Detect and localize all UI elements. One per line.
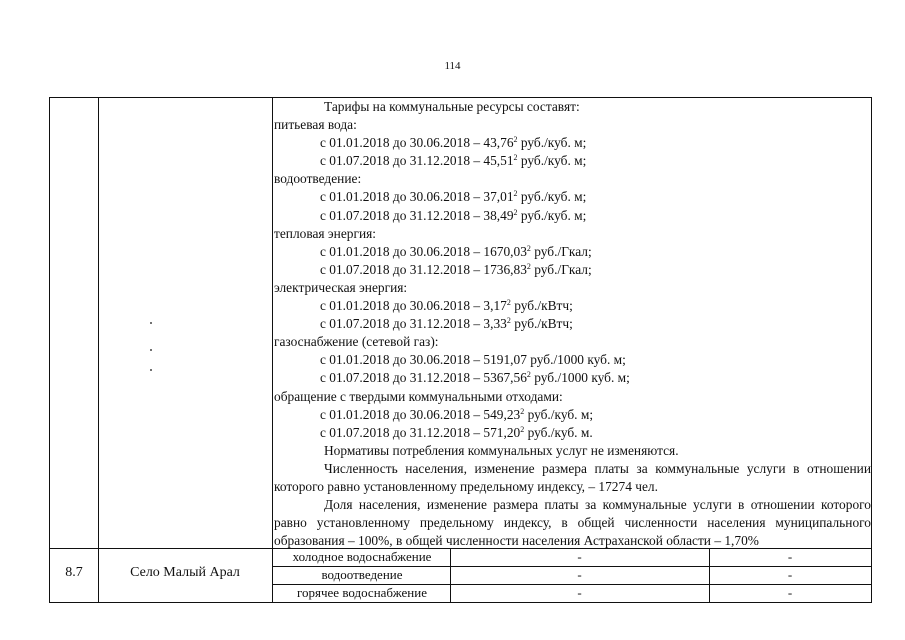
tariff-line: с 01.01.2018 до 30.06.2018 – 37,01$^2$ руб./куб. м;: [320, 189, 587, 205]
group-label: обращение с твердыми коммунальными отходами:: [274, 388, 563, 404]
group-label: питьевая вода:: [274, 117, 357, 133]
tariff-line: с 01.07.2018 до 31.12.2018 – 1736,83$^2$ руб./Гкал;: [320, 261, 592, 277]
tariff-line: с 01.01.2018 до 30.06.2018 – 1670,03$^2$ руб./Гкал;: [320, 243, 592, 259]
column-divider-number: [98, 97, 99, 603]
tariffs-intro: Тарифы на коммунальные ресурсы составят:: [324, 99, 580, 114]
tariffs-text-block: [274, 98, 871, 550]
row-number: 8.7: [65, 565, 83, 580]
service-value-2: -: [787, 567, 793, 582]
scan-speck: [150, 349, 152, 351]
service-name: холодное водоснабжение: [292, 549, 432, 564]
tariff-line: с 01.01.2018 до 30.06.2018 – 43,76$^2$ руб./куб. м;: [320, 135, 587, 151]
group-label: электрическая энергия:: [274, 279, 408, 295]
service-value-1: -: [577, 567, 582, 582]
group-label: газоснабжение (сетевой газ):: [274, 334, 439, 350]
tariff-line: с 01.01.2018 до 30.06.2018 – 549,23$^2$ руб./куб. м;: [320, 406, 594, 422]
tariff-line: с 01.07.2018 до 31.12.2018 – 3,33$^2$ руб./кВтч;: [320, 316, 573, 332]
tariff-line: с 01.07.2018 до 31.12.2018 – 5367,56$^2$ руб./1000 куб. м;: [320, 370, 630, 386]
tariff-line: с 01.01.2018 до 30.06.2018 – 3,17$^2$ руб./кВтч;: [320, 298, 573, 314]
table-bottom-border: [49, 602, 872, 603]
column-divider-name: [272, 97, 273, 603]
page-number: 114: [444, 60, 461, 72]
group-label: тепловая энергия:: [274, 225, 377, 241]
table-left-border: [49, 97, 50, 603]
norms-statement: Нормативы потребления коммунальных услуг не изменяются.: [324, 442, 679, 458]
table-right-border: [871, 97, 872, 603]
service-name: горячее водоснабжение: [297, 585, 427, 600]
service-value-1: -: [577, 585, 582, 600]
service-value-1: -: [577, 549, 582, 564]
scan-speck: [150, 369, 152, 371]
population-share-statement: Доля населения, изменение размера платы за коммунальные услуги в отношении которого равно установленному предельному индексу, в общей численности населения муниципального образования – 100%, в общей численности населения Астраханской области – 1,70%: [274, 497, 871, 549]
tariff-line: с 01.07.2018 до 31.12.2018 – 45,51$^2$ руб./куб. м;: [320, 153, 587, 169]
settlement-name: Село Малый Арал: [130, 565, 240, 580]
group-label: водоотведение:: [274, 171, 362, 187]
scan-speck: [150, 322, 152, 324]
population-count-statement: Численность населения, изменение размера платы за коммунальные услуги в отношении которого равно установленному предельному индексу, – 17274 чел.: [274, 460, 871, 494]
service-name: водоотведение: [321, 567, 403, 582]
tariff-line: с 01.07.2018 до 31.12.2018 – 38,49$^2$ руб./куб. м;: [320, 207, 587, 223]
service-value-2: -: [787, 585, 793, 600]
tariff-line: с 01.07.2018 до 31.12.2018 – 571,20$^2$ руб./куб. м.: [320, 424, 593, 440]
tariff-line: с 01.01.2018 до 30.06.2018 – 5191,07 руб./1000 куб. м;: [320, 352, 626, 368]
service-value-2: -: [787, 549, 793, 564]
